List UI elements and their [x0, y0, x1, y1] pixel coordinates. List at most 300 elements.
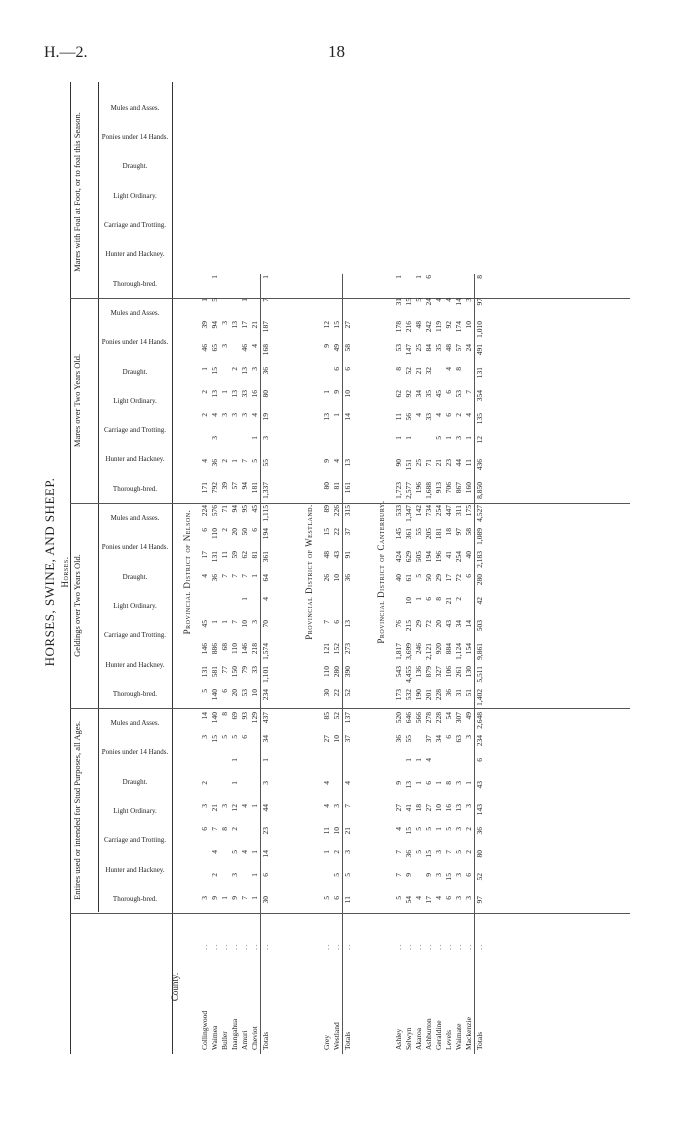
- table-cell: 146: [200, 643, 209, 655]
- table-cell: 3: [220, 413, 229, 417]
- table-cell: 142: [414, 505, 423, 517]
- table-cell: 532: [404, 689, 413, 701]
- table-cell: 15: [404, 827, 413, 835]
- table-cell: 6: [200, 528, 209, 532]
- table-row: [220, 274, 230, 1054]
- table-row: [424, 274, 434, 1054]
- column-header: [100, 302, 170, 324]
- table-cell: 3: [464, 298, 473, 302]
- table-row: [322, 274, 332, 1054]
- county-name: Buller: [220, 1031, 229, 1050]
- table-cell: 154: [464, 643, 473, 655]
- county-header: County.: [170, 972, 180, 1002]
- table-cell: 3: [464, 896, 473, 900]
- table-cell: 150: [230, 666, 239, 678]
- table-cell: 2: [200, 781, 209, 785]
- table-cell: 9: [404, 873, 413, 877]
- column-header-label: Thorough-bred.: [112, 689, 158, 698]
- table-cell: 52: [475, 872, 486, 895]
- table-cell: 49: [332, 344, 341, 352]
- table-cell: 42: [475, 596, 486, 619]
- table-cell: 491: [475, 343, 486, 366]
- leader-dots: . .: [444, 944, 453, 950]
- table-cell: 1: [240, 597, 249, 601]
- table-cell: 171: [200, 482, 209, 494]
- table-cell: [220, 274, 230, 297]
- table-cell: 6: [444, 735, 453, 739]
- table-cell: 3: [464, 735, 473, 739]
- county-name: Collingwood: [200, 1010, 209, 1050]
- table-cell: 35: [424, 390, 433, 398]
- table-cell: 5: [230, 850, 239, 854]
- table-cell: 32: [424, 367, 433, 375]
- table-cell: 58: [343, 343, 354, 366]
- table-row: [250, 274, 261, 1054]
- table-cell: 160: [464, 482, 473, 494]
- table-cell: 21: [444, 597, 453, 605]
- table-cell: [322, 297, 332, 320]
- leader-dots: . .: [220, 944, 229, 950]
- table-cell: 2,577: [404, 482, 413, 499]
- table-cell: 178: [394, 321, 403, 333]
- table-cell: 17: [444, 574, 453, 582]
- table-cell: 14: [200, 712, 209, 720]
- table-cell: 15: [332, 321, 341, 329]
- column-header: [100, 654, 170, 676]
- table-cell: 92: [404, 390, 413, 398]
- table-cell: 3: [250, 620, 259, 624]
- table-cell: 21: [250, 321, 259, 329]
- table-cell: 190: [414, 689, 423, 701]
- table-cell: 146: [240, 643, 249, 655]
- table-cell: 12: [322, 321, 331, 329]
- table-cell: 52: [404, 367, 413, 375]
- table-cell: 27: [424, 804, 433, 812]
- column-header-label: Thorough-bred.: [112, 484, 158, 493]
- column-header-label: Light Ordinary.: [113, 602, 157, 610]
- rotated-table-area: [42, 82, 642, 1062]
- table-cell: [240, 757, 250, 780]
- table-cell: 4: [434, 896, 443, 900]
- totals-row: [343, 274, 354, 1054]
- table-cell: 792: [210, 482, 219, 494]
- table-cell: 140: [210, 689, 219, 701]
- county-name: Inangahua: [230, 1018, 239, 1050]
- table-cell: 2: [220, 528, 229, 532]
- table-cell: 13: [322, 413, 331, 421]
- table-cell: 69: [230, 712, 239, 720]
- table-cell: [343, 274, 354, 297]
- table-cell: 15: [404, 298, 413, 306]
- table-cell: 40: [394, 574, 403, 582]
- table-cell: 168: [261, 343, 272, 366]
- table-cell: 76: [394, 620, 403, 628]
- table-row: [444, 274, 454, 1054]
- table-cell: 37: [343, 734, 354, 757]
- table-cell: 1,574: [261, 642, 272, 665]
- leader-dots: . .: [322, 944, 331, 950]
- table-cell: 152: [332, 643, 341, 655]
- column-header: [100, 478, 170, 500]
- table-cell: 9,861: [475, 642, 486, 665]
- table-cell: 1: [210, 275, 219, 279]
- table-cell: 173: [394, 689, 403, 701]
- table-cell: 6: [444, 390, 453, 394]
- table-cell: 9: [322, 344, 331, 348]
- leader-dots: . .: [424, 944, 433, 950]
- table-cell: 15: [322, 528, 331, 536]
- table-cell: 2: [200, 413, 209, 417]
- table-cell: 20: [230, 689, 239, 697]
- column-header-label: Ponies under 14 Hands.: [101, 338, 169, 347]
- table-cell: 2,183: [475, 550, 486, 573]
- table-cell: [230, 274, 240, 297]
- table-row: [414, 274, 424, 1054]
- table-cell: 77: [220, 666, 229, 674]
- table-cell: 1: [434, 827, 443, 831]
- table-cell: 13: [230, 321, 239, 329]
- table-cell: 4: [200, 459, 209, 463]
- group-header-mares-foal: Mares with Foal at Foot, or to foal this Season.: [72, 112, 82, 272]
- table-cell: [434, 757, 444, 780]
- table-cell: 226: [332, 505, 341, 517]
- table-cell: 36: [343, 573, 354, 596]
- table-cell: 4,527: [475, 504, 486, 527]
- table-cell: 33: [424, 413, 433, 421]
- table-cell: 36: [394, 735, 403, 743]
- table-cell: 90: [394, 459, 403, 467]
- column-header: [100, 449, 170, 471]
- group-header-geldings: Geldings over Two Years Old.: [72, 554, 82, 657]
- table-cell: 39: [220, 482, 229, 490]
- table-cell: 19: [261, 412, 272, 435]
- table-cell: 27: [322, 735, 331, 743]
- leader-dots: . .: [475, 918, 486, 950]
- table-cell: 94: [230, 505, 239, 513]
- column-header: [100, 536, 170, 558]
- table-cell: 3: [240, 413, 249, 417]
- column-header: [100, 507, 170, 529]
- district-title-canterbury: Provincial District of Canterbury.: [376, 500, 386, 644]
- table-cell: 254: [434, 505, 443, 517]
- table-cell: 576: [210, 505, 219, 517]
- table-cell: 4: [200, 574, 209, 578]
- column-header-label: Hunter and Hackney.: [105, 660, 165, 669]
- column-header: [100, 390, 170, 412]
- table-cell: 4: [434, 298, 443, 302]
- table-cell: 71: [424, 459, 433, 467]
- table-cell: 194: [261, 527, 272, 550]
- table-cell: 8: [220, 712, 229, 716]
- table-cell: 646: [404, 712, 413, 724]
- table-cell: 14: [454, 298, 463, 306]
- table-cell: 3: [454, 896, 463, 900]
- table-cell: 1: [332, 413, 341, 417]
- table-cell: 36: [210, 574, 219, 582]
- rule-header-bottom: [172, 82, 173, 1054]
- table-cell: 24: [464, 344, 473, 352]
- table-cell: 23: [444, 459, 453, 467]
- table-cell: 5: [444, 827, 453, 831]
- table-cell: [240, 435, 250, 458]
- table-cell: 505: [414, 551, 423, 563]
- table-cell: [394, 596, 404, 619]
- leader-dots: . .: [343, 918, 354, 950]
- table-cell: 1,124: [454, 643, 463, 660]
- county-name: Selwyn: [404, 1027, 413, 1050]
- table-cell: [454, 757, 464, 780]
- totals-row: [261, 274, 272, 1054]
- table-cell: 72: [454, 574, 463, 582]
- table-cell: 7: [240, 896, 249, 900]
- column-header: [100, 859, 170, 881]
- column-header-label: Draught.: [122, 777, 148, 786]
- table-cell: 254: [454, 551, 463, 563]
- county-name: Geraldine: [434, 1020, 443, 1050]
- table-cell: [343, 435, 354, 458]
- table-cell: [322, 274, 332, 297]
- table-row: [394, 274, 404, 1054]
- table-cell: 9: [332, 390, 341, 394]
- totals-label: Totals: [475, 950, 486, 1054]
- table-cell: 6: [475, 757, 486, 780]
- table-cell: 4: [444, 298, 453, 302]
- table-cell: 1: [230, 459, 239, 463]
- county-name: Amuri: [240, 1030, 249, 1050]
- table-cell: 174: [454, 321, 463, 333]
- table-cell: 5: [210, 298, 219, 302]
- table-cell: 10: [343, 389, 354, 412]
- table-cell: 1: [414, 597, 423, 601]
- table-cell: 4,455: [404, 666, 413, 683]
- table-cell: 129: [250, 712, 259, 724]
- table-cell: 4: [322, 804, 331, 808]
- table-cell: [210, 596, 220, 619]
- column-header-label: Mules and Asses.: [110, 514, 160, 523]
- table-cell: 1,688: [424, 482, 433, 499]
- table-cell: 246: [414, 643, 423, 655]
- table-cell: 1,723: [394, 482, 403, 499]
- table-cell: 228: [434, 712, 443, 724]
- table-cell: 89: [322, 505, 331, 513]
- table-cell: 1: [261, 757, 272, 780]
- table-row: [434, 274, 444, 1054]
- table-cell: 6: [220, 689, 229, 693]
- table-cell: 1: [200, 367, 209, 371]
- table-cell: [332, 297, 343, 320]
- table-cell: 15: [210, 735, 219, 743]
- table-cell: 218: [250, 643, 259, 655]
- table-cell: 30: [322, 689, 331, 697]
- table-cell: 130: [464, 666, 473, 678]
- table-cell: [230, 343, 240, 366]
- district-table-westland: [322, 274, 353, 1054]
- table-cell: 234: [475, 734, 486, 757]
- table-cell: [414, 872, 424, 895]
- county-name: Waimea: [210, 1025, 219, 1050]
- table-cell: 43: [475, 780, 486, 803]
- table-cell: 1,101: [261, 665, 272, 688]
- table-cell: 1: [220, 896, 229, 900]
- table-cell: 10: [404, 597, 413, 605]
- table-cell: 187: [261, 320, 272, 343]
- column-header-label: Light Ordinary.: [113, 191, 157, 200]
- table-cell: 11: [464, 459, 473, 467]
- table-cell: 1,115: [261, 504, 272, 527]
- column-header: [100, 126, 170, 148]
- table-cell: 131: [210, 551, 219, 563]
- table-cell: 81: [250, 551, 259, 559]
- table-cell: [332, 274, 343, 297]
- table-cell: 6: [343, 366, 354, 389]
- table-row: [210, 274, 220, 1054]
- table-cell: 94: [210, 321, 219, 329]
- table-cell: [322, 366, 332, 389]
- table-cell: 311: [454, 505, 463, 516]
- leader-dots: . .: [200, 944, 209, 950]
- table-cell: 354: [475, 389, 486, 412]
- table-cell: 4: [394, 827, 403, 831]
- table-cell: [220, 780, 230, 803]
- table-cell: [210, 757, 220, 780]
- table-cell: 7: [220, 574, 229, 578]
- table-cell: 4: [250, 413, 259, 417]
- table-cell: 1: [444, 436, 453, 440]
- table-cell: 3: [434, 873, 443, 877]
- table-cell: 15: [210, 367, 219, 375]
- table-cell: [322, 872, 332, 895]
- table-cell: 14: [464, 620, 473, 628]
- table-cell: 106: [444, 666, 453, 678]
- column-header: [100, 273, 170, 295]
- table-cell: 3: [220, 804, 229, 808]
- table-cell: 1: [404, 436, 413, 440]
- table-row: [230, 274, 240, 1054]
- table-cell: 181: [434, 528, 443, 540]
- table-cell: 1: [240, 298, 249, 302]
- column-header: [100, 185, 170, 207]
- table-cell: 57: [230, 482, 239, 490]
- table-cell: 48: [414, 321, 423, 329]
- table-cell: [322, 435, 332, 458]
- table-cell: 23: [261, 826, 272, 849]
- table-cell: [200, 274, 210, 297]
- table-cell: 33: [250, 666, 259, 674]
- table-cell: 543: [394, 666, 403, 678]
- table-cell: 14: [343, 412, 354, 435]
- county-name: Ashburton: [424, 1018, 433, 1050]
- table-cell: 13: [454, 804, 463, 812]
- table-cell: 62: [394, 390, 403, 398]
- table-cell: 390: [343, 665, 354, 688]
- table-cell: [332, 596, 343, 619]
- table-cell: 36: [404, 850, 413, 858]
- table-cell: 49: [464, 712, 473, 720]
- table-cell: 55: [404, 735, 413, 743]
- table-cell: 10: [332, 735, 341, 743]
- table-cell: 4: [332, 459, 341, 463]
- table-cell: 1: [230, 781, 239, 785]
- table-cell: 201: [424, 689, 433, 701]
- table-cell: 27: [394, 804, 403, 812]
- table-cell: 22: [332, 689, 341, 697]
- table-cell: 6: [332, 620, 341, 624]
- column-header: [100, 361, 170, 383]
- table-cell: 18: [444, 528, 453, 536]
- table-cell: 205: [424, 528, 433, 540]
- table-cell: 26: [322, 574, 331, 582]
- table-cell: 43: [444, 620, 453, 628]
- table-cell: 11: [220, 551, 229, 559]
- table-cell: 36: [210, 459, 219, 467]
- table-cell: [343, 297, 354, 320]
- table-cell: [200, 596, 210, 619]
- table-cell: 46: [200, 344, 209, 352]
- table-cell: 10: [464, 321, 473, 329]
- table-cell: 53: [394, 344, 403, 352]
- table-row: [454, 274, 464, 1054]
- table-cell: [240, 872, 250, 895]
- table-cell: 3: [220, 344, 229, 348]
- leader-dots: . .: [404, 944, 413, 950]
- table-cell: 4: [210, 850, 219, 854]
- table-cell: 520: [394, 712, 403, 724]
- table-cell: 97: [475, 297, 486, 320]
- leader-dots: . .: [454, 944, 463, 950]
- table-cell: 30: [261, 895, 272, 918]
- table-cell: 879: [424, 666, 433, 678]
- table-cell: 37: [343, 527, 354, 550]
- table-cell: 110: [210, 528, 219, 539]
- table-cell: 81: [332, 482, 341, 490]
- table-cell: 52: [332, 712, 341, 720]
- table-cell: [200, 435, 210, 458]
- table-row: [404, 274, 414, 1054]
- table-cell: 119: [434, 321, 443, 332]
- table-cell: [250, 734, 261, 757]
- rule-group: [98, 82, 99, 912]
- table-cell: 327: [434, 666, 443, 678]
- county-name: Ashley: [394, 1028, 403, 1050]
- table-cell: [464, 596, 475, 619]
- table-cell: 21: [434, 459, 443, 467]
- table-cell: 80: [322, 482, 331, 490]
- table-cell: 10: [434, 804, 443, 812]
- table-cell: 3: [261, 435, 272, 458]
- totals-row: [475, 274, 486, 1054]
- table-cell: 31: [454, 689, 463, 697]
- column-header: [100, 800, 170, 822]
- column-header-label: Draught.: [122, 367, 148, 376]
- table-cell: 29: [414, 620, 423, 628]
- table-cell: 72: [424, 620, 433, 628]
- table-cell: [250, 274, 261, 297]
- table-cell: [434, 274, 444, 297]
- leader-dots: . .: [210, 944, 219, 950]
- column-header-label: Mules and Asses.: [110, 103, 160, 112]
- table-cell: 55: [414, 528, 423, 536]
- table-cell: 280: [475, 573, 486, 596]
- column-header-label: Light Ordinary.: [113, 807, 157, 816]
- table-cell: 14: [261, 849, 272, 872]
- table-cell: 15: [424, 850, 433, 858]
- table-cell: 21: [414, 367, 423, 375]
- table-cell: 131: [475, 366, 486, 389]
- table-cell: 4: [210, 413, 219, 417]
- county-name: Grey: [322, 1035, 331, 1050]
- table-cell: 21: [343, 826, 354, 849]
- table-cell: [220, 435, 230, 458]
